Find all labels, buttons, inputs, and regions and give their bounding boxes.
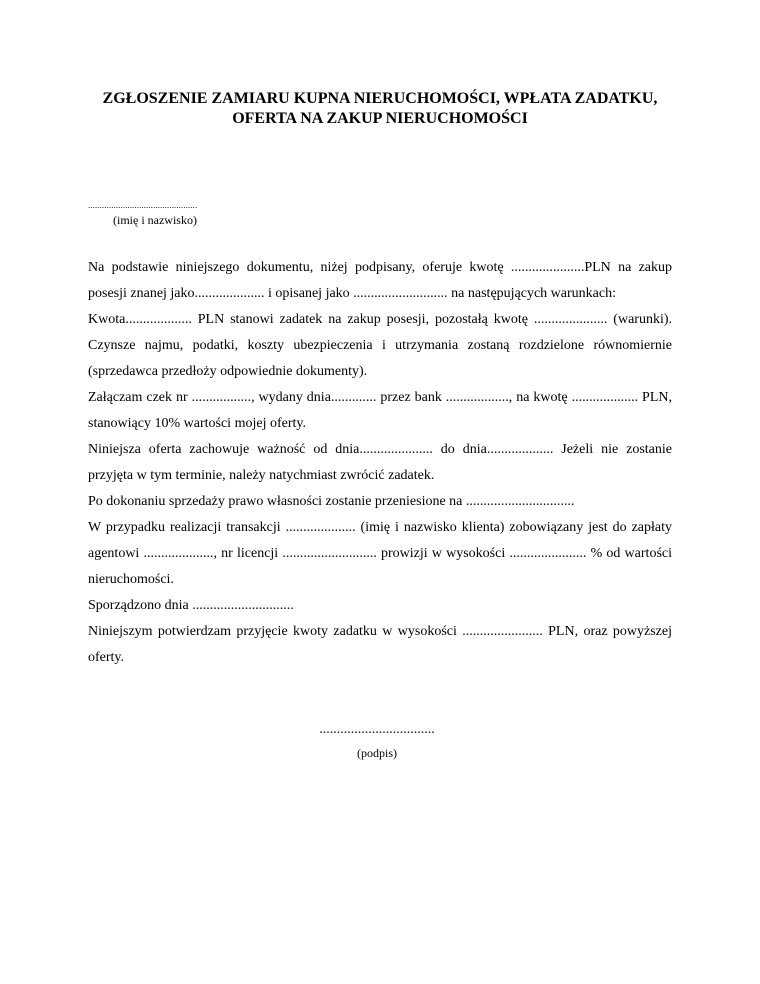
name-caption: (imię i nazwisko) [113,213,197,227]
signature-field [272,720,482,761]
paragraph-validity: Niniejsza oferta zachowuje ważność od dnia..................... do dnia................... Jeżeli nie zostanie przyjęta w tym terminie, należy natychmiast zwrócić zadatek. [88,442,672,483]
paragraph-date: Sporządzono dnia ............................. [88,598,294,613]
paragraph-commission: W przypadku realizacji transakcji .................... (imię i nazwisko klienta) zobowiązany jest do zapłaty agentowi ...................., nr licencji ........................... prowizji w wysokości ...................... % od wartości nieruchomości. [88,520,672,587]
name-field [88,200,248,228]
paragraph-ownership: Po dokonaniu sprzedaży prawo własności zostanie przeniesione na ............................... [88,494,575,509]
paragraph-check: Załączam czek nr ................., wydany dnia............. przez bank .................., na kwotę ................... PLN, stanowiący 10% wartości mojej oferty. [88,390,672,431]
signature-caption: (podpis) [357,746,397,760]
paragraph-deposit: Kwota................... PLN stanowi zadatek na zakup posesji, pozostałą kwotę ..................... (warunki). Czynsze najmu, podatki, koszty ubezpieczenia i utrzymania zostaną rozdzielone równomiernie (sprzedawca przedłoży odpowiednie dokumenty). [88,312,672,379]
paragraph-confirmation: Niniejszym potwierdzam przyjęcie kwoty zadatku w wysokości ....................... PLN, oraz powyższej oferty. [88,624,672,665]
paragraph-offer: Na podstawie niniejszego dokumentu, niżej podpisany, oferuje kwotę .....................PLN na zakup posesji znanej jako.................... i opisanej jako ........................... na następujących warunkach: [88,260,672,301]
signature-dotted-line: ................................. [319,722,435,737]
name-dotted-line: ............................................... [88,200,198,210]
document-title: ZGŁOSZENIE ZAMIARU KUPNA NIERUCHOMOŚCI, WPŁATA ZADATKU, OFERTA NA ZAKUP NIERUCHOMOŚCI [102,90,658,127]
document-body [88,255,672,671]
